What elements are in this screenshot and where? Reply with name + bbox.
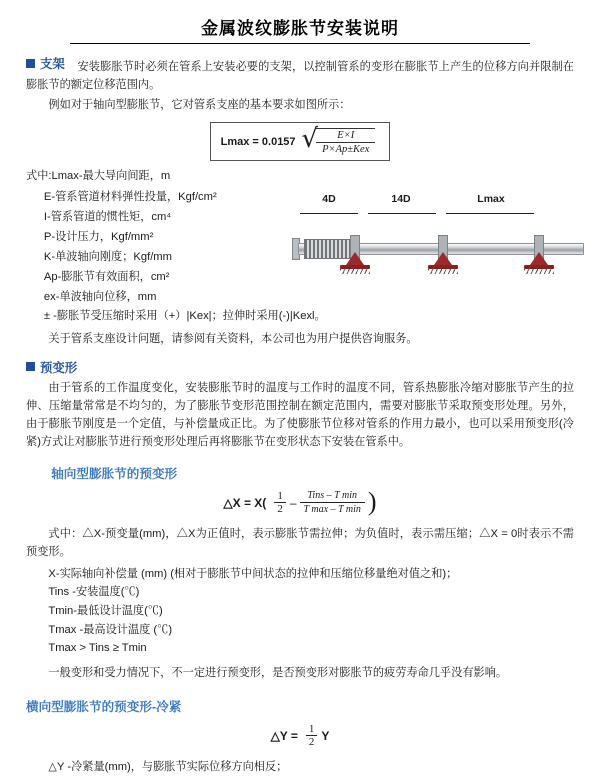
pipe-support-1 (340, 252, 370, 274)
formula-lmax-denominator: P×Ap±Kex (322, 144, 370, 156)
diagram-column (288, 167, 588, 309)
formula-axial-half-den: 2 (277, 503, 283, 516)
dimension-arrows (288, 209, 578, 218)
diagram-label-14d: 14D (391, 193, 411, 206)
legend-item-4: K-单波轴向刚度；Kgf/mm (43, 250, 172, 263)
section-heading-axial: 轴向型膨胀节的预变形 (51, 467, 178, 482)
legend-diagram-row (26, 167, 574, 309)
formula-axial-half-num: 1 (274, 490, 286, 503)
predeform-paragraph-1: 由于管系的工作温度变化，安装膨胀节时的温度与工作时的温度不同，管系热膨胀冷缩对膨胀节产生的拉伸、压缩量常常是不均匀的，为了膨胀节变形范围控制在额定范围内，需要对膨胀节采取预变形处理。另外，由于膨胀节刚度是一个定值，与补偿量成正比。为了使膨胀节位移对管系的作用力最小，也可以采用预变形(冷紧)方式让对膨胀节进行预变形处理后再将膨胀节在变形状态下安装在管系中。 (26, 381, 574, 449)
section-heading-support-label: 支架 (40, 57, 65, 71)
axial-line-4: Tmax > Tins ≥ Tmin (48, 642, 147, 655)
section-heading-predeform-label: 预变形 (40, 360, 78, 375)
blue-square-bullet-icon-2 (26, 362, 35, 371)
formula-axial-half (274, 490, 286, 515)
diagram-label-lmax: Lmax (477, 193, 505, 206)
axial-explain-lead: 式中：△X-预变量(mm)，△X为正值时，表示膨胀节需拉伸；为负值时，表示需压缩；△X = 0时表示不需预变形。 (26, 528, 574, 559)
axial-line-0: X-实际轴向补偿量 (mm) (相对于膨胀节中间状态的拉伸和压缩位移量绝对值之和)； (48, 567, 458, 580)
diagram-label-4d: 4D (322, 193, 336, 206)
formula-lateral-half (306, 723, 318, 748)
formula-axial-minus: – (289, 495, 297, 510)
legend-item-8: 关于管系支座设计问题，请参阅有关资料，本公司也为用户提供咨询服务。 (48, 332, 418, 345)
blue-square-bullet-icon (26, 59, 35, 68)
legend-item-6: ex-单波轴向位移，mm (43, 291, 157, 304)
formula-lmax-fraction (316, 128, 375, 155)
document-content (0, 54, 600, 776)
sqrt-icon: √ $\frac{E\times I}{\text{P×Ap±Kex}}$ (302, 128, 376, 155)
legend-item-0: 式中:Lmax-最大导向间距，m (26, 170, 171, 183)
formula-lmax-numerator: E×I (316, 130, 375, 143)
formula-axial-fraction (300, 490, 365, 515)
legend-item-3: P-设计压力，Kgf/mm² (43, 230, 154, 243)
section-heading-predeform (26, 358, 574, 376)
formula-lmax-label: Lmax = 0.0157 (220, 135, 296, 148)
axial-line-2: Tmin-最低设计温度(℃) (48, 604, 163, 617)
pipe-support-3 (524, 252, 554, 274)
formula-axial-lead: △X = X( (223, 495, 267, 510)
formula-lmax-container (26, 122, 574, 161)
pipe-assembly (288, 221, 588, 281)
legend-item-1: E-管系管道材料弹性投量，Kgf/cm² (43, 190, 217, 203)
formula-axial-container (26, 487, 574, 517)
formula-lateral-tail: Y (321, 728, 330, 743)
pipe-support-diagram (288, 193, 588, 303)
document-page (0, 14, 600, 774)
support-paragraph-2: 例如对于轴向型膨胀节，它对管系支座的基本要求如图所示： (48, 99, 351, 112)
formula-lmax-box (210, 122, 391, 161)
formula-lateral-container (26, 723, 574, 748)
formula-axial-frac-den: T max – T min (303, 504, 361, 516)
formula-axial-close-paren: ) (367, 487, 377, 517)
formula-lateral-half-num: 1 (306, 723, 318, 736)
axial-variable-list (26, 566, 574, 658)
section-heading-lateral: 横向型膨胀节的预变形-冷紧 (26, 700, 182, 715)
pipe-support-2 (428, 252, 458, 274)
axial-line-1: Tins -安装温度(℃) (48, 586, 140, 599)
formula-lateral-half-den: 2 (308, 736, 315, 749)
axial-line-3: Tmax -最高设计温度 (℃) (48, 623, 173, 636)
legend-item-5: Ap-膨胀节有效面积，cm² (43, 271, 170, 284)
axial-note: 一般变形和受力情况下，不一定进行预变形，是否预变形对膨胀节的疲劳寿命几乎没有影响。 (48, 666, 508, 679)
legend-item-7: ± -膨胀节受压缩时采用（+）|Kex|；拉伸时采用(-)|Kexl。 (43, 310, 326, 323)
support-paragraph-1: 安装膨胀节时必须在管系上安装必要的支架，以控制管系的变形在膨胀节上产生的位移方向并限制在膨胀节的额定位移范围内。 (26, 61, 574, 92)
lateral-line: △Y -冷紧量(mm)，与膨胀节实际位移方向相反； (48, 761, 288, 774)
page-title: 金属波纹膨胀节安装说明 (201, 19, 399, 38)
formula-lateral-lead: △Y = (270, 728, 298, 743)
formula-axial-frac-num: Tins – T min (300, 490, 365, 503)
title-divider (70, 43, 530, 44)
legend-list (26, 167, 288, 308)
legend-item-2: I-管系管道的惯性矩，cm⁴ (43, 210, 172, 223)
